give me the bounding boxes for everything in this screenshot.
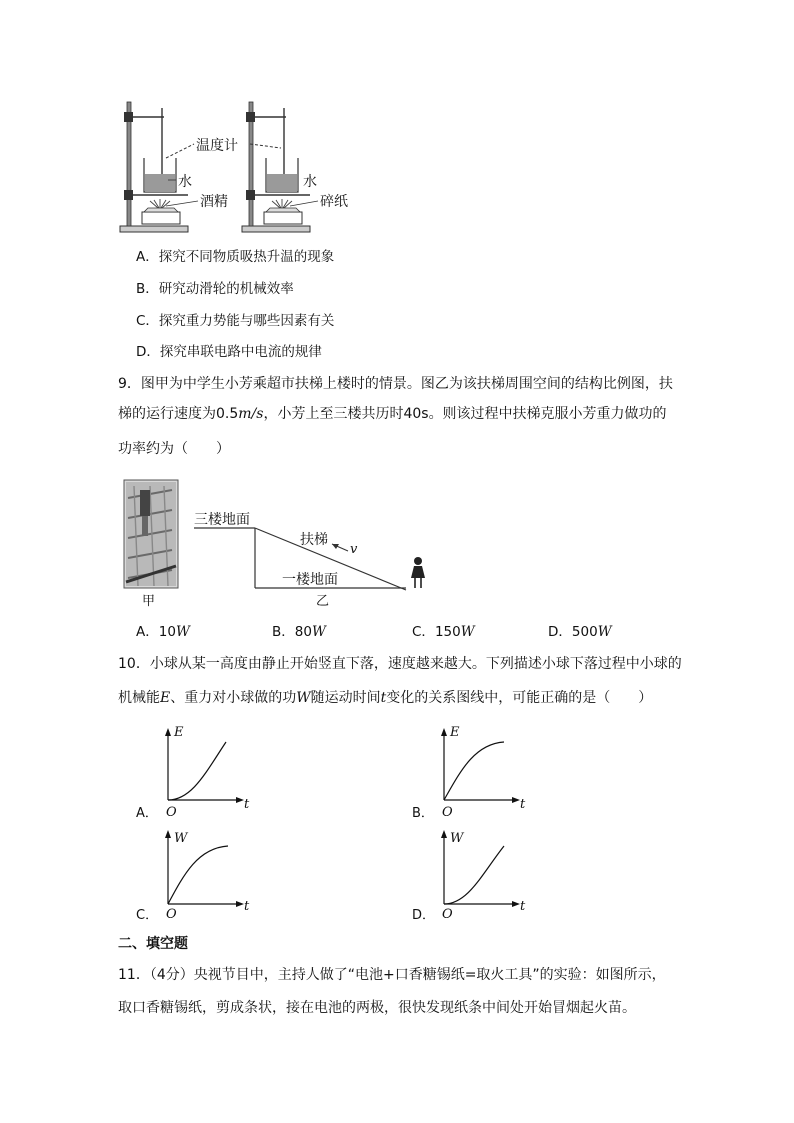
q9-speed-unit: m/s xyxy=(238,406,264,422)
q10-symbol-t: t xyxy=(380,690,387,706)
graph-c-y-label: W xyxy=(174,831,188,846)
graph-b-y-label: E xyxy=(450,725,460,740)
alcohol-pointer xyxy=(166,201,198,206)
q8-option-d: D．探究串联电路中电流的规律 xyxy=(136,344,322,360)
thermometer-pointer-left xyxy=(166,144,194,158)
q10-line2-text-b: 、重力对小球做的功 xyxy=(170,690,297,706)
graph-a-origin: O xyxy=(166,805,177,820)
q9-line2 xyxy=(118,404,667,424)
q9-time-value: 40s xyxy=(403,406,429,422)
escalator-label: 扶梯 xyxy=(300,532,328,548)
paper-pointer xyxy=(290,201,318,206)
q9-speed-value: 0.5 xyxy=(216,406,239,422)
q8-option-c: C．探究重力势能与哪些因素有关 xyxy=(136,313,335,329)
escalator-figure xyxy=(120,478,440,613)
graph-a-y-label: E xyxy=(174,725,184,740)
water-label-left: 水 xyxy=(178,174,192,190)
yi-label: 乙 xyxy=(316,594,330,609)
graph-c xyxy=(134,824,264,924)
q9-line2-text-b: ，小芳上至三楼共历时 xyxy=(263,406,404,422)
section-heading: 二、填空题 xyxy=(118,936,188,952)
q9-line3: 功率约为（ ） xyxy=(118,441,230,457)
q9-option-d-letter: D． xyxy=(548,624,572,640)
q9-option-a xyxy=(136,622,190,642)
graph-a-letter: A． xyxy=(136,806,158,821)
graph-d-letter: D． xyxy=(412,908,436,923)
q10-symbol-w: W xyxy=(296,690,311,706)
graph-d xyxy=(410,824,540,924)
q9-option-b-letter: B． xyxy=(272,624,295,640)
q9-option-b-value: 80 xyxy=(294,624,312,640)
first-floor-label: 一楼地面 xyxy=(282,572,338,588)
q9-option-a-unit: W xyxy=(175,624,190,640)
alcohol-label: 酒精 xyxy=(200,194,228,210)
graph-b-curve xyxy=(444,742,504,800)
thermometer-label: 温度计 xyxy=(196,138,238,154)
q9-option-c-letter: C． xyxy=(412,624,435,640)
third-floor-label: 三楼地面 xyxy=(194,512,250,528)
q9-option-d-value: 500 xyxy=(571,624,598,640)
person-icon xyxy=(411,557,425,588)
left-stand-apparatus xyxy=(120,102,188,232)
jia-label: 甲 xyxy=(142,594,156,609)
graph-d-y-label: W xyxy=(450,831,464,846)
q10-line2-text-c: 随运动时间 xyxy=(310,690,381,706)
graph-c-letter: C． xyxy=(136,908,159,923)
graph-b-origin: O xyxy=(442,805,453,820)
q9-option-d-unit: W xyxy=(597,624,612,640)
q9-line1: 9．图甲为中学生小芳乘超市扶梯上楼时的情景。图乙为该扶梯周围空间的结构比例图，扶 xyxy=(118,376,673,392)
q8-option-a: A．探究不同物质吸热升温的现象 xyxy=(136,249,335,265)
graph-d-curve xyxy=(444,846,504,904)
q11-line2: 取口香糖锡纸，剪成条状，接在电池的两极，很快发现纸条中间处开始冒烟起火苗。 xyxy=(118,1000,636,1016)
q9-option-c-unit: W xyxy=(460,624,475,640)
graph-d-origin: O xyxy=(442,907,453,922)
graph-d-x-label: t xyxy=(520,899,526,914)
q10-symbol-e: E xyxy=(160,690,171,706)
graph-a-curve xyxy=(168,742,226,800)
water-label-right: 水 xyxy=(303,174,317,190)
velocity-label: v xyxy=(350,542,358,557)
q9-option-a-letter: A． xyxy=(136,624,159,640)
graph-c-origin: O xyxy=(166,907,177,922)
thermometer-pointer-right xyxy=(250,144,281,148)
graph-b-x-label: t xyxy=(520,797,526,812)
q9-option-d xyxy=(548,622,612,642)
graph-a-x-label: t xyxy=(244,797,250,812)
graph-c-x-label: t xyxy=(244,899,250,914)
q10-line2 xyxy=(118,688,652,708)
q9-option-c-value: 150 xyxy=(434,624,461,640)
q10-line2-text-d: 变化的关系图线中，可能正确的是（ ） xyxy=(386,690,653,706)
graph-a xyxy=(134,722,264,822)
q9-option-b xyxy=(272,622,326,642)
q8-option-b: B．研究动滑轮的机械效率 xyxy=(136,281,294,297)
q9-line2-text-a: 梯的运行速度为 xyxy=(118,406,216,422)
q9-line2-text-c: 。则该过程中扶梯克服小芳重力做功的 xyxy=(428,406,667,422)
q11-line1: 11．（4分）央视节目中，主持人做了“电池+口香糖锡纸=取火工具”的实验：如图所示， xyxy=(118,967,666,983)
q10-line2-text-a: 机械能 xyxy=(118,690,160,706)
q10-line1: 10．小球从某一高度由静止开始竖直下落，速度越来越大。下列描述小球下落过程中小球的 xyxy=(118,656,682,672)
graph-b xyxy=(410,722,540,822)
q9-option-a-value: 10 xyxy=(158,624,176,640)
paper-label: 碎纸 xyxy=(320,194,348,210)
graph-c-curve xyxy=(168,846,228,904)
right-stand-apparatus xyxy=(242,102,310,232)
q9-option-c xyxy=(412,622,475,642)
apparatus-figure xyxy=(118,98,358,238)
q9-option-b-unit: W xyxy=(311,624,326,640)
escalator-photo xyxy=(124,480,178,588)
graph-b-letter: B． xyxy=(412,806,434,821)
